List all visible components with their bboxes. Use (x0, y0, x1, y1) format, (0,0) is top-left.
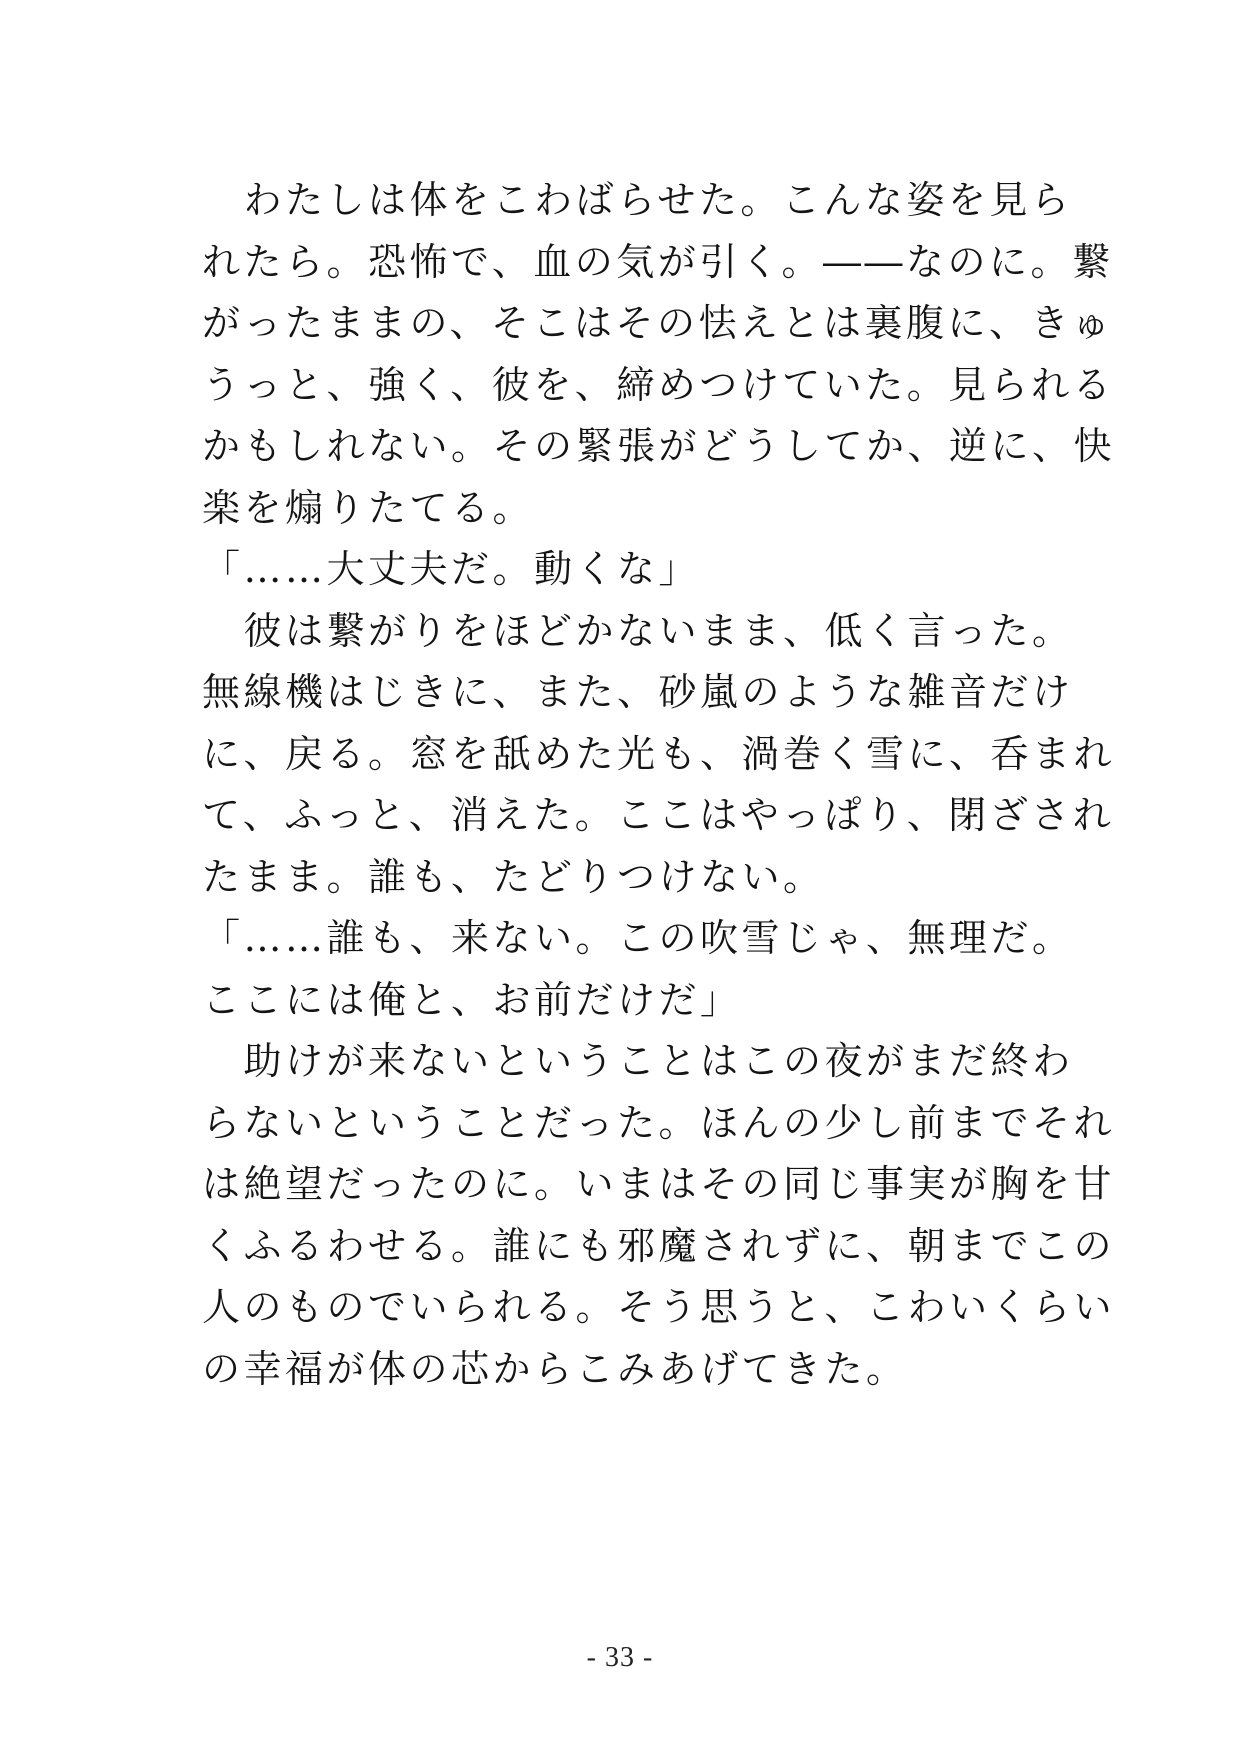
body-text (202, 170, 1116, 1400)
text-line: たまま。誰も、たどりつけない。 (202, 854, 825, 899)
text-line: れたら。恐怖で、血の気が引く。――なのに。繋 (202, 239, 1114, 284)
text-line: 「……誰も、来ない。この吹雪じゃ、無理だ。 (202, 916, 1074, 960)
text-line: らないということだった。ほんの少し前までそれ (202, 1100, 1116, 1145)
text-line: は絶望だったのに。いまはその同じ事実が胸を甘 (202, 1162, 1116, 1206)
text-line: て、ふっと、消えた。ここはやっぱり、閉ざされ (202, 793, 1115, 837)
text-line: わたしは体をこわばらせた。こんな姿を見ら (202, 178, 1073, 222)
text-line: 「……大丈夫だ。動くな」 (202, 547, 701, 591)
text-line: 楽を煽りたてる。 (202, 485, 535, 530)
text-line: ここには俺と、お前だけだ」 (202, 977, 742, 1022)
text-line: かもしれない。その緊張がどうしてか、逆に、快 (202, 424, 1116, 468)
text-line: うっと、強く、彼を、締めつけていた。見られる (202, 362, 1115, 407)
text-line: の幸福が体の芯からこみあげてきた。 (202, 1346, 908, 1391)
page-number: - 33 - (586, 1642, 654, 1673)
text-line: くふるわせる。誰にも邪魔されずに、朝までこの (202, 1223, 1116, 1268)
text-line: 無線機はじきに、また、砂嵐のような雑音だけ (202, 670, 1074, 714)
text-line: 助けが来ないということはこの夜がまだ終わ (202, 1039, 1074, 1083)
text-line: がったままの、そこはその怯えとは裏腹に、きゅ (202, 301, 1114, 345)
text-line: 人のものでいられる。そう思うと、こわいくらい (202, 1285, 1116, 1329)
text-line: 彼は繋がりをほどかないまま、低く言った。 (202, 608, 1074, 653)
text-line: に、戻る。窓を舐めた光も、渦巻く雪に、呑まれ (202, 731, 1116, 776)
